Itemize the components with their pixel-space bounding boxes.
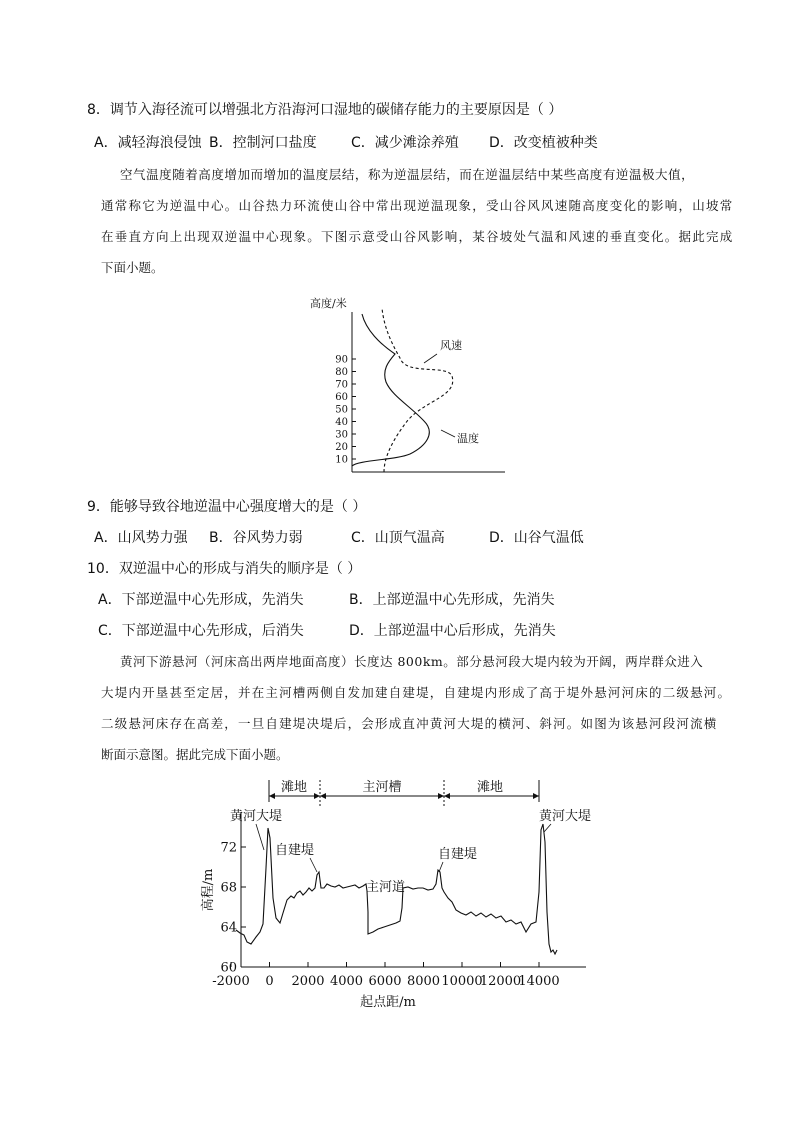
figure2-label-self-levee-left: 自建堤	[275, 843, 315, 858]
figure1-wind-label: 风速	[440, 339, 462, 352]
figure2-y-tick-label: 72	[220, 840, 237, 856]
q10-stem: 10．双逆温中心的形成与消失的顺序是（ ）	[87, 561, 362, 577]
figure2-x-tick-label: 6000	[368, 974, 402, 989]
figure2-y-tick-label: 60	[220, 960, 237, 976]
q10-option-a: A．下部逆温中心先形成，先消失	[98, 592, 304, 608]
figure1-temperature-curve	[352, 314, 429, 466]
zone-arrowhead	[533, 793, 539, 799]
q9-stem: 9．能够导致谷地逆温中心强度增大的是（ ）	[87, 499, 367, 515]
passage2-line-1: 黄河下游悬河（河床高出两岸地面高度）长度达 800km。部分悬河段大堤内较为开阔，两岸群众进入	[120, 654, 704, 669]
q9-option-a: A．山风势力强	[94, 530, 188, 546]
figure2-cross-section	[196, 772, 606, 1017]
figure2-y-tick-label: 68	[220, 880, 237, 896]
zone-label-main-channel: 主河槽	[362, 780, 402, 795]
figure1-y-tick-label: 80	[335, 367, 348, 378]
figure1-profile-chart	[300, 288, 510, 480]
passage2-line-4: 断面示意图。据此完成下面小题。	[101, 747, 289, 762]
zone-arrowhead	[320, 793, 326, 799]
figure2-leader-levee-right	[544, 824, 551, 832]
figure2-x-tick-label: 14000	[518, 974, 560, 989]
q10-option-c: C．下部逆温中心先形成，后消失	[98, 623, 304, 639]
figure1-y-tick-label: 20	[335, 442, 348, 453]
figure2-label-channel: 主河道	[366, 880, 406, 895]
figure1-temp-label: 温度	[457, 432, 479, 445]
passage2-line-2: 大堤内开垦甚至定居，并在主河槽两侧自发加建自建堤，自建堤内形成了高于堤外悬河河床的二级悬河。	[101, 685, 732, 700]
q9-option-c: C．山顶气温高	[351, 530, 445, 546]
q8-option-c: C．减少滩涂养殖	[351, 135, 459, 151]
figure2-leader-self-levee-left	[310, 858, 317, 872]
passage1-line-4: 下面小题。	[101, 260, 164, 275]
q10-option-d: D．上部逆温中心后形成，先消失	[349, 623, 556, 639]
figure1-wind-leader	[424, 354, 437, 363]
figure2-x-tick-label: 2000	[291, 974, 325, 989]
figure1-y-tick-label: 70	[335, 379, 348, 391]
figure2-label-self-levee-right: 自建堤	[438, 847, 478, 862]
figure2-x-tick-label: 10000	[441, 974, 483, 989]
figure1-wind-curve	[382, 308, 453, 472]
figure1-y-tick-label: 60	[335, 392, 348, 403]
q9-option-b: B．谷风势力弱	[209, 530, 303, 546]
figure2-leader-self-levee-right	[439, 862, 443, 872]
zone-arrowhead	[269, 793, 275, 799]
figure1-y-tick-label: 10	[335, 454, 348, 466]
figure2-leader-levee-left	[256, 824, 264, 850]
figure1-y-tick-label: 90	[335, 354, 348, 366]
q8-option-b: B．控制河口盐度	[209, 135, 317, 151]
passage1-line-2: 通常称它为逆温中心。山谷热力环流使山谷中常出现逆温现象，受山谷风风速随高度变化的影响，山坡常	[101, 198, 734, 213]
figure2-label-levee-left: 黄河大堤	[230, 809, 283, 824]
passage1-line-1: 空气温度随着高度增加而增加的温度层结，称为逆温层结，而在逆温层结中某些高度有逆温极大值，	[120, 167, 695, 182]
figure2-y-tick-label: 64	[220, 920, 237, 936]
q8-stem: 8．调节入海径流可以增强北方沿海河口湿地的碳储存能力的主要原因是（ ）	[87, 102, 563, 118]
q8-option-a: A．减轻海浪侵蚀	[94, 135, 202, 151]
figure2-y-label: 高程/m	[201, 868, 216, 912]
figure1-y-tick-label: 50	[335, 404, 348, 416]
figure2-x-tick-label: -2000	[212, 974, 250, 989]
figure2-x-tick-label: 8000	[406, 974, 441, 989]
zone-arrowhead	[438, 793, 444, 799]
figure1-y-label: 高度/米	[310, 297, 347, 310]
figure1-temp-leader	[441, 430, 455, 437]
figure2-x-tick-label: 0	[265, 974, 274, 989]
q9-option-d: D．山谷气温低	[489, 530, 584, 546]
zone-label-left-floodplain: 滩地	[280, 780, 308, 795]
figure2-x-tick-label: 12000	[479, 974, 522, 989]
q8-option-d: D．改变植被种类	[489, 135, 598, 151]
figure2-x-tick-label: 4000	[329, 974, 364, 989]
passage1-line-3: 在垂直方向上出现双逆温中心现象。下图示意受山谷风影响，某谷坡处气温和风速的垂直变化。据此完成	[101, 229, 734, 244]
figure2-x-label: 起点距/m	[360, 995, 416, 1010]
figure1-y-tick-label: 30	[335, 429, 348, 441]
zone-label-right-floodplain: 滩地	[476, 780, 504, 795]
passage2-line-3: 二级悬河床存在高差，一旦自建堤决堤后，会形成直冲黄河大堤的横河、斜河。如图为该悬河段河流横	[101, 716, 718, 731]
figure1-y-tick-label: 40	[335, 417, 348, 428]
q10-option-b: B．上部逆温中心先形成，先消失	[349, 592, 555, 608]
zone-arrowhead	[444, 793, 450, 799]
zone-arrowhead	[314, 793, 320, 799]
figure2-label-levee-right: 黄河大堤	[539, 809, 592, 824]
